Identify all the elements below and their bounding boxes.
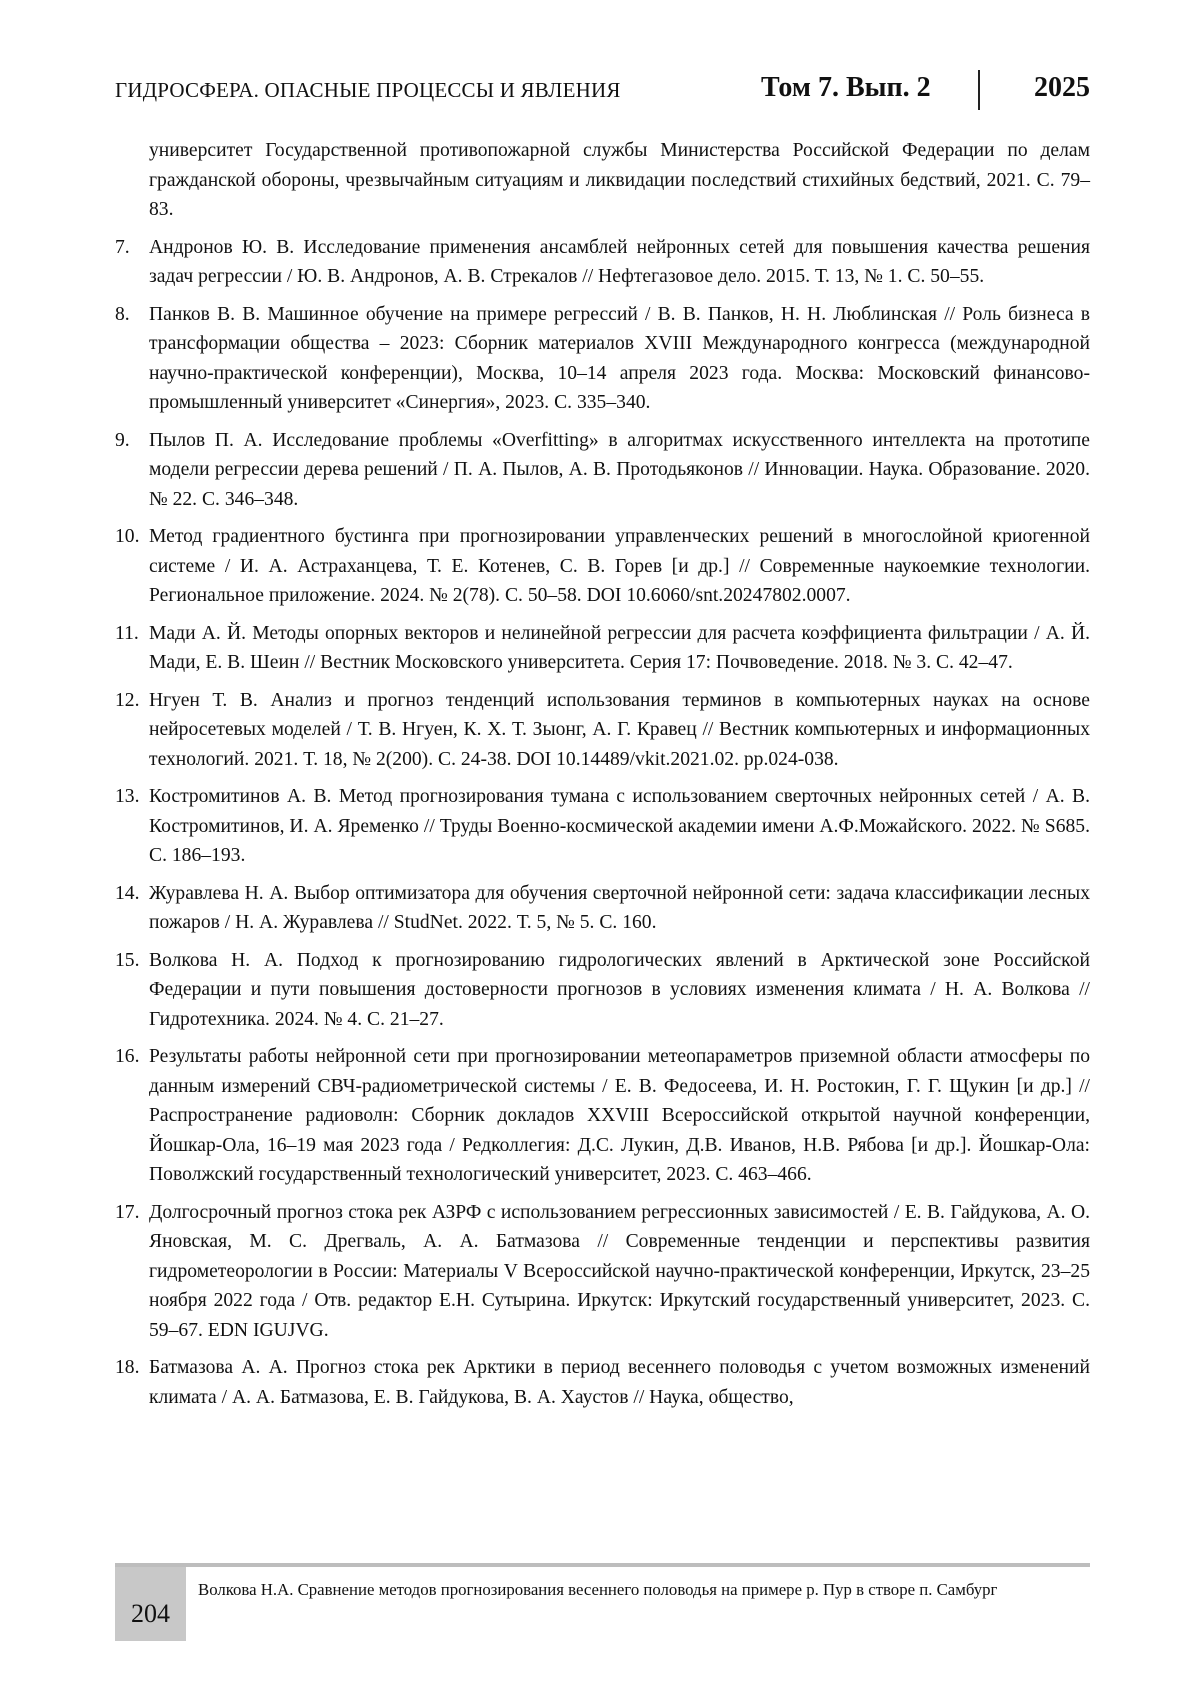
reference-item-12 xyxy=(115,686,1090,775)
reference-text: Нгуен Т. В. Анализ и прогноз тенденций использования терминов в компьютерных науках на основе нейросетевых моделей / Т. В. Нгуен, К. Х. Т. Зыонг, А. Г. Кравец // Вестник компьютерных и информационных технологий. 2021. Т. 18, № 2(200). С. 24-38. DOI 10.14489/vkit.2021.02. pp.024-038. xyxy=(149,689,1090,770)
reference-item-10 xyxy=(115,522,1090,611)
reference-item-16 xyxy=(115,1042,1090,1190)
reference-number: 18. xyxy=(115,1357,140,1378)
reference-text: Журавлева Н. А. Выбор оптимизатора для обучения сверточной нейронной сети: задача классификации лесных пожаров / Н. А. Журавлева // StudNet. 2022. Т. 5, № 5. С. 160. xyxy=(149,882,1090,933)
reference-text: Андронов Ю. В. Исследование применения ансамблей нейронных сетей для повышения качества решения задач регрессии / Ю. В. Андронов, А. В. Стрекалов // Нефтегазовое дело. 2015. Т. 13, № 1. С. 50–55. xyxy=(149,236,1090,287)
reference-text: Долгосрочный прогноз стока рек АЗРФ с использованием регрессионных зависимостей / Е. В. Гайдукова, А. О. Яновская, М. С. Дрегваль, А. А. Батмазова // Современные тенденции и перспективы развития гидрометеорологии в России: Материалы V Всероссийской научно-практической конференции, Иркутск, 23–25 ноября 2022 года / Отв. редактор Е.Н. Сутырина. Иркутск: Иркутский государственный университет, 2023. С. 59–67. EDN IGUJVG. xyxy=(149,1201,1090,1341)
journal-title: ГИДРОСФЕРА. ОПАСНЫЕ ПРОЦЕССЫ И ЯВЛЕНИЯ xyxy=(115,78,621,102)
footer-rule xyxy=(115,1563,1090,1567)
running-footer xyxy=(115,1563,1090,1641)
reference-text: Панков В. В. Машинное обучение на примере регрессий / В. В. Панков, Н. Н. Люблинская // Роль бизнеса в трансформации общества – 2023: Сборник материалов XVIII Международного конгресса (международной научно-практической конференции), Москва, 10–14 апреля 2023 года. Москва: Московский финансово-промышленный университет «Синергия», 2023. С. 335–340. xyxy=(149,303,1090,413)
reference-text: Волкова Н. А. Подход к прогнозированию гидрологических явлений в Арктической зоне Российской Федерации и пути повышения достоверности прогнозов в условиях изменения климата / Н. А. Волкова // Гидротехника. 2024. № 4. С. 21–27. xyxy=(149,949,1090,1030)
article-citation: Волкова Н.А. Сравнение методов прогнозирования весеннего половодья на примере р. Пур в створе п. Самбург xyxy=(198,1580,998,1599)
reference-number: 8. xyxy=(115,303,130,325)
reference-number: 11. xyxy=(115,622,139,644)
reference-item-7 xyxy=(115,233,1090,292)
reference-item-11 xyxy=(115,619,1090,678)
volume-issue: Том 7. Вып. 2 xyxy=(761,72,931,103)
running-header xyxy=(115,70,1090,116)
reference-text: Пылов П. А. Исследование проблемы «Overfitting» в алгоритмах искусственного интеллекта на прототипе модели регрессии дерева решений / П. А. Пылов, А. В. Протодьяконов // Инновации. Наука. Образование. 2020. № 22. С. 346–348. xyxy=(149,429,1090,510)
reference-number: 7. xyxy=(115,236,130,258)
reference-text: Результаты работы нейронной сети при прогнозировании метеопараметров приземной области атмосферы по данным измерений СВЧ-радиометрической системы / Е. В. Федосеева, И. Н. Ростокин, Г. Г. Щукин [и др.] // Распространение радиоволн: Сборник докладов XXVIII Всероссийской открытой научной конференции, Йошкар-Ола, 16–19 мая 2023 года / Редколлегия: Д.С. Лукин, Д.В. Иванов, Н.В. Рябова [и др.]. Йошкар-Ола: Поволжский государственный технологический университет, 2023. С. 463–466. xyxy=(149,1046,1090,1185)
reference-number: 13. xyxy=(115,786,140,807)
year: 2025 xyxy=(1034,72,1090,103)
reference-item-9 xyxy=(115,426,1090,515)
reference-list xyxy=(115,136,1090,1420)
page-number: 204 xyxy=(131,1599,170,1628)
reference-text: Костромитинов А. В. Метод прогнозирования тумана с использованием сверточных нейронных сетей / А. В. Костромитинов, И. А. Яременко // Труды Военно-космической академии имени А.Ф.Можайского. 2022. № S685. С. 186–193. xyxy=(149,786,1090,866)
reference-number: 9. xyxy=(115,429,130,451)
reference-text: университет Государственной противопожарной службы Министерства Российской Федерации по делам гражданской обороны, чрезвычайным ситуациям и ликвидации последствий стихийных бедствий, 2021. С. 79–83. xyxy=(149,140,1090,220)
reference-number: 16. xyxy=(115,1046,140,1067)
reference-item-18 xyxy=(115,1353,1090,1412)
reference-item-13 xyxy=(115,782,1090,871)
reference-continuation xyxy=(115,136,1090,225)
reference-text: Батмазова А. А. Прогноз стока рек Арктики в период весеннего половодья с учетом возможных изменений климата / А. А. Батмазова, Е. В. Гайдукова, В. А. Хаустов // Наука, общество, xyxy=(149,1357,1090,1408)
reference-text: Мади А. Й. Методы опорных векторов и нелинейной регрессии для расчета коэффициента фильтрации / А. Й. Мади, Е. В. Шеин // Вестник Московского университета. Серия 17: Почвоведение. 2018. № 3. С. 42–47. xyxy=(149,622,1090,673)
reference-item-15 xyxy=(115,946,1090,1035)
reference-number: 17. xyxy=(115,1201,140,1223)
reference-number: 12. xyxy=(115,689,140,711)
reference-number: 14. xyxy=(115,882,140,904)
page-number-box xyxy=(115,1567,186,1641)
reference-item-8 xyxy=(115,300,1090,418)
reference-item-17 xyxy=(115,1198,1090,1346)
header-divider xyxy=(978,70,980,110)
reference-number: 10. xyxy=(115,526,140,547)
reference-item-14 xyxy=(115,879,1090,938)
reference-number: 15. xyxy=(115,949,140,971)
reference-text: Метод градиентного бустинга при прогнозировании управленческих решений в многослойной криогенной системе / И. А. Астраханцева, Т. Е. Котенев, С. В. Горев [и др.] // Современные наукоемкие технологии. Региональное приложение. 2024. № 2(78). С. 50–58. DOI 10.6060/snt.20247802.0007. xyxy=(149,526,1090,606)
